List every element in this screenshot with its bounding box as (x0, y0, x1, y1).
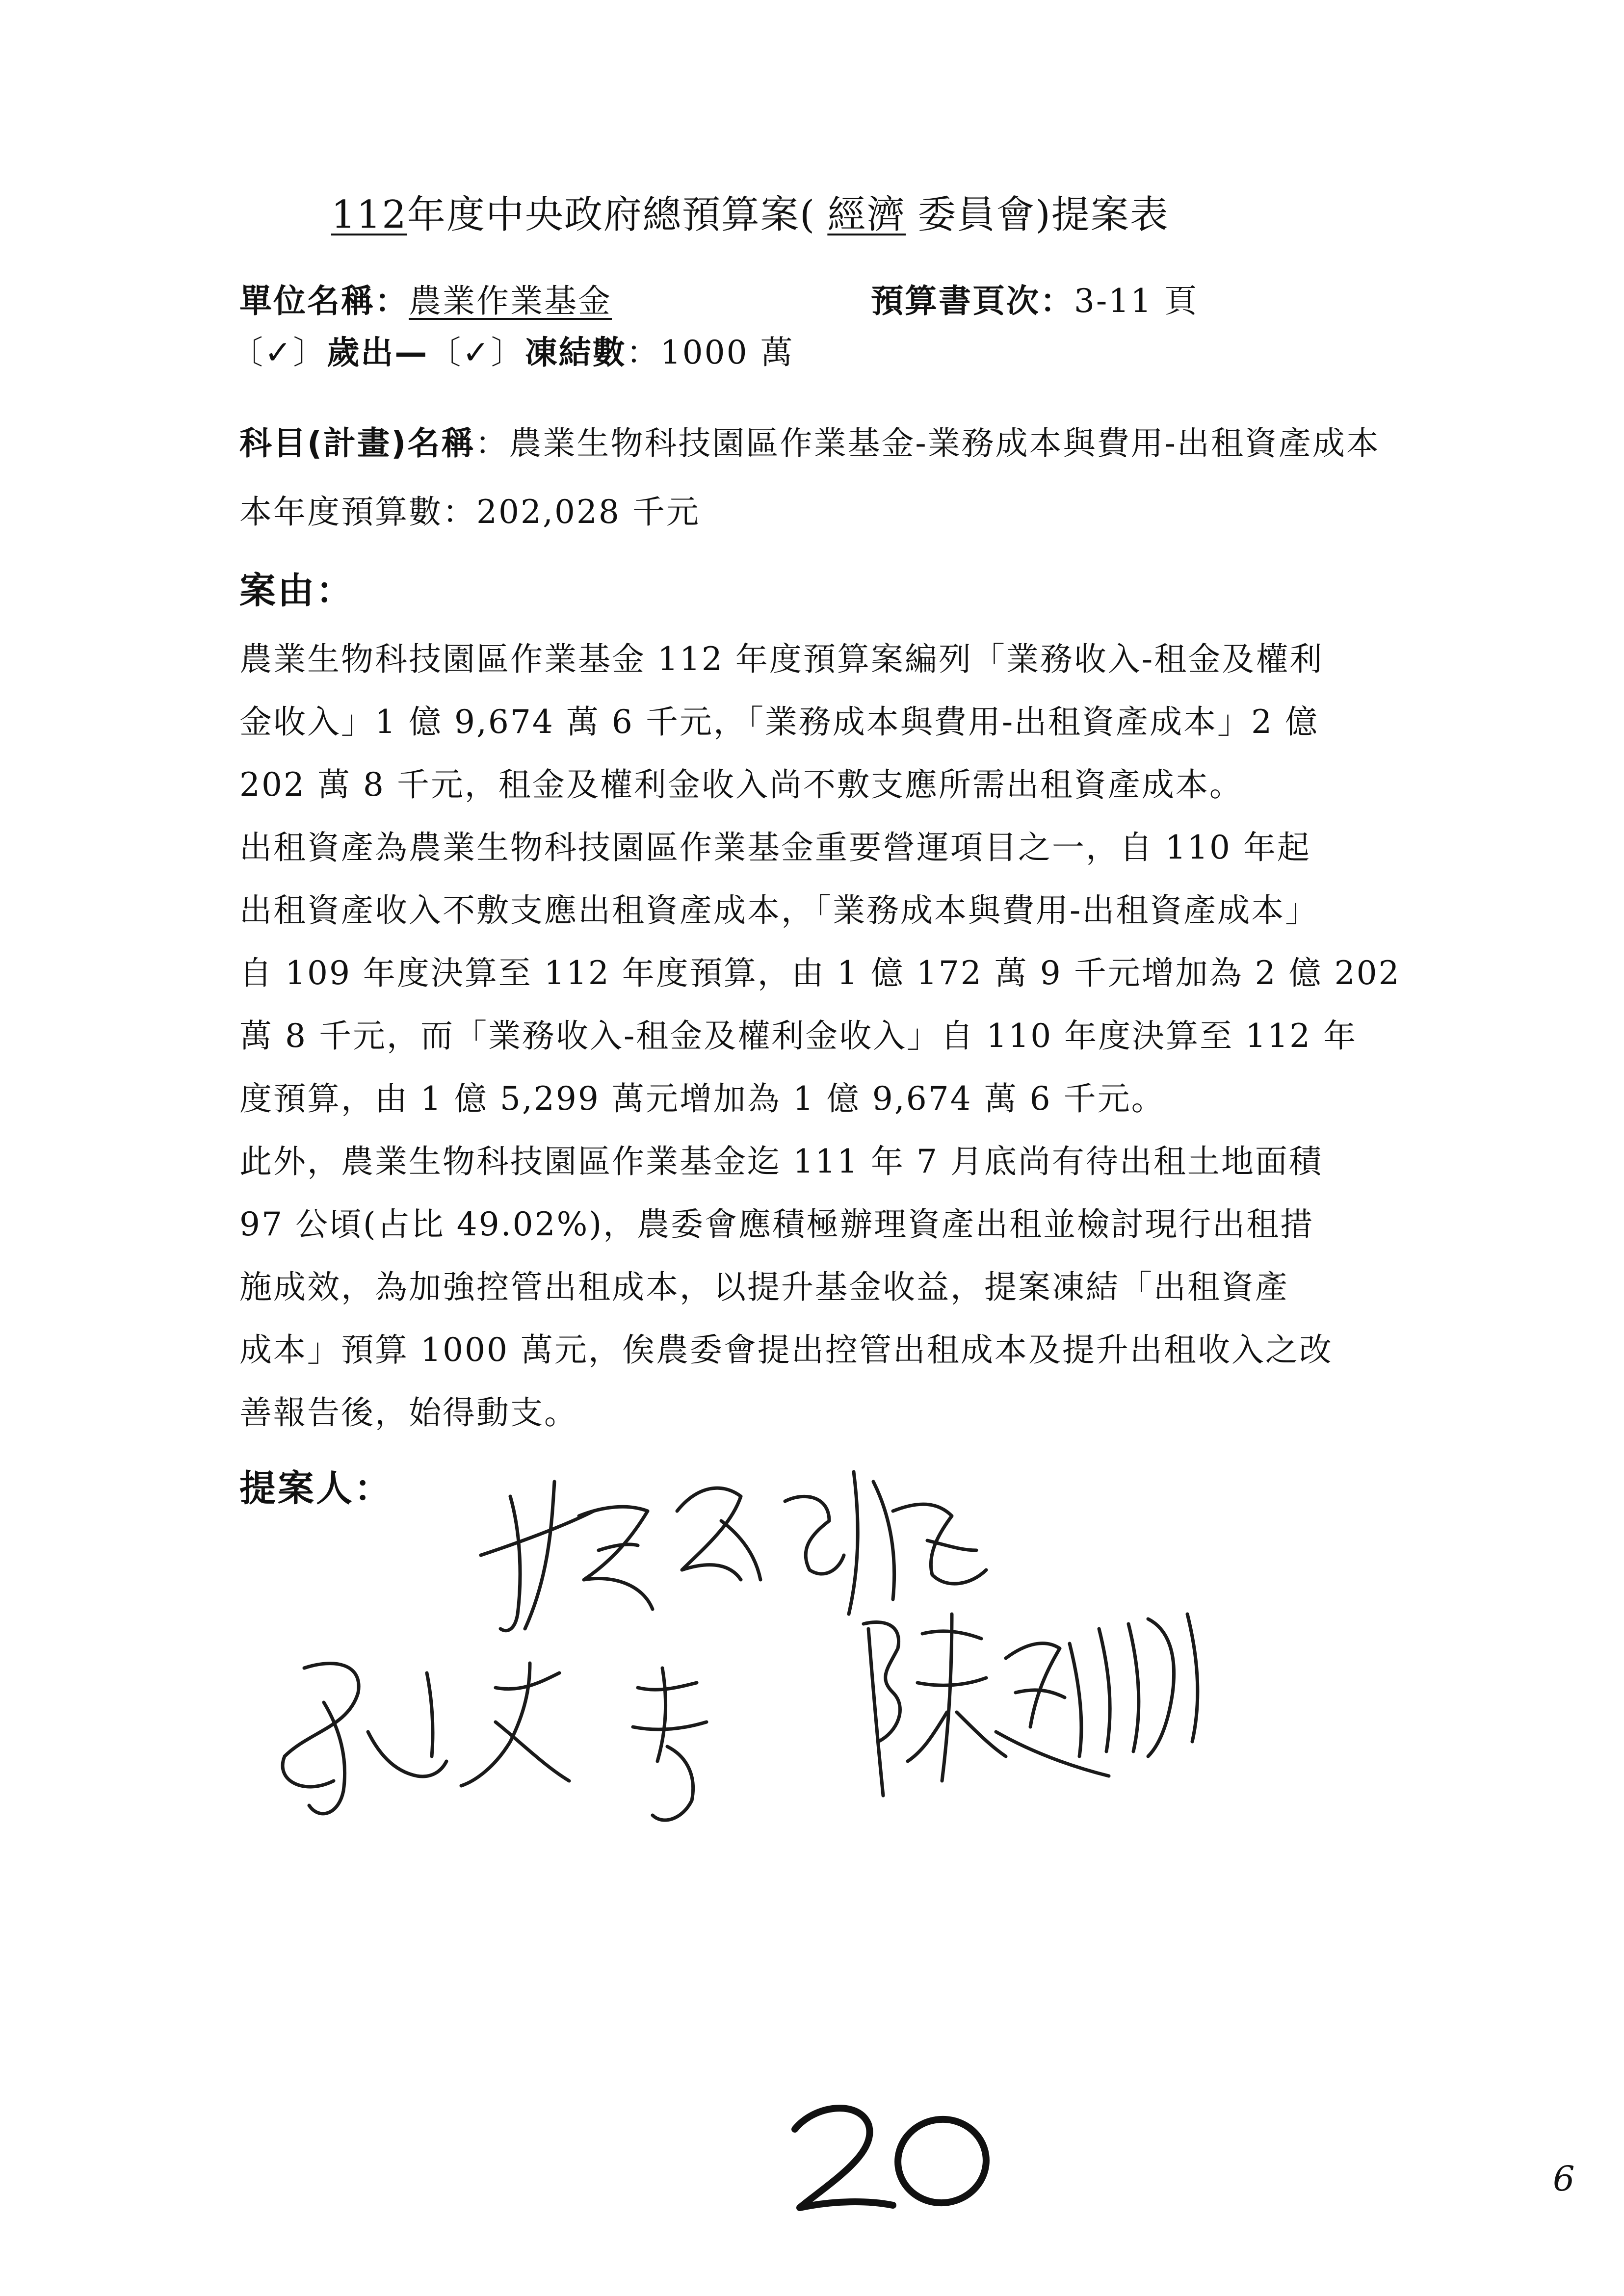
budget-page-label: 預算書頁次： (871, 282, 1074, 320)
reason-line: 成本」預算 1000 萬元，俟農委會提出控管出租成本及提升出租收入之改 (239, 1331, 1333, 1369)
title-committee: 經濟 (827, 193, 906, 237)
freeze-checkbox: 〔✓〕 (428, 334, 525, 371)
reason-line: 202 萬 8 千元，租金及權利金收入尚不敷支應所需出租資產成本。 (239, 766, 1243, 804)
reason-line: 萬 8 千元，而「業務收入-租金及權利金收入」自 110 年度決算至 112 年 (239, 1017, 1358, 1055)
unit-value: 農業作業基金 (409, 282, 612, 320)
document-title (331, 184, 1169, 239)
reason-line: 農業生物科技園區作業基金 112 年度預算案編列「業務收入-租金及權利 (239, 640, 1324, 678)
budget-page-value: 3-11 頁 (1074, 282, 1199, 320)
reason-line: 度預算，由 1 億 5,299 萬元增加為 1 億 9,674 萬 6 千元。 (239, 1080, 1165, 1118)
reason-line: 施成效，為加強控管出租成本，以提升基金收益，提案凍結「出租資產 (239, 1268, 1289, 1306)
freeze-row (231, 326, 794, 373)
handwritten-page-number (785, 2100, 991, 2219)
signature-2 (265, 1634, 780, 1840)
corner-page-number: 6 (1553, 2159, 1575, 2199)
reason-line: 金收入」1 億 9,674 萬 6 千元，「業務成本與費用-出租資產成本」2 億 (239, 703, 1319, 741)
annual-budget: 本年度預算數：202,028 千元 (239, 493, 700, 531)
signature-3 (834, 1585, 1236, 1820)
subject-row (239, 417, 1380, 464)
title-year: 112 (331, 193, 407, 237)
expenditure-checkbox: 〔✓〕 (231, 334, 327, 371)
unit-label: 單位名稱： (239, 282, 409, 320)
reason-line: 出租資產為農業生物科技園區作業基金重要營運項目之一，自 110 年起 (239, 829, 1311, 866)
freeze-value: ：1000 萬 (626, 334, 794, 371)
reason-line: 善報告後，始得動支。 (239, 1394, 578, 1432)
budget-page-row (871, 275, 1198, 321)
subject-label: 科目(計畫)名稱 (239, 424, 475, 462)
reason-heading: 案由： (239, 570, 354, 612)
title-end: 委員會)提案表 (917, 193, 1169, 237)
expenditure-label: 歲出— (327, 334, 429, 371)
title-middle: 年度中央政府總預算案( (407, 193, 816, 237)
reason-line: 出租資產收入不敷支應出租資產成本，「業務成本與費用-出租資產成本」 (239, 891, 1319, 929)
proposer-heading: 提案人： (239, 1467, 393, 1510)
reason-line: 自 109 年度決算至 112 年度預算，由 1 億 172 萬 9 千元增加為 2 億 202 (239, 954, 1401, 992)
subject-value: ：農業生物科技園區作業基金-業務成本與費用-出租資產成本 (475, 424, 1380, 462)
freeze-label: 凍結數 (524, 334, 627, 371)
unit-row (239, 275, 612, 321)
reason-line: 97 公頃(占比 49.02%)，農委會應積極辦理資產出租並檢討現行出租措 (239, 1205, 1314, 1243)
reason-line: 此外，農業生物科技園區作業基金迄 111 年 7 月底尚有待出租土地面積 (239, 1143, 1323, 1180)
